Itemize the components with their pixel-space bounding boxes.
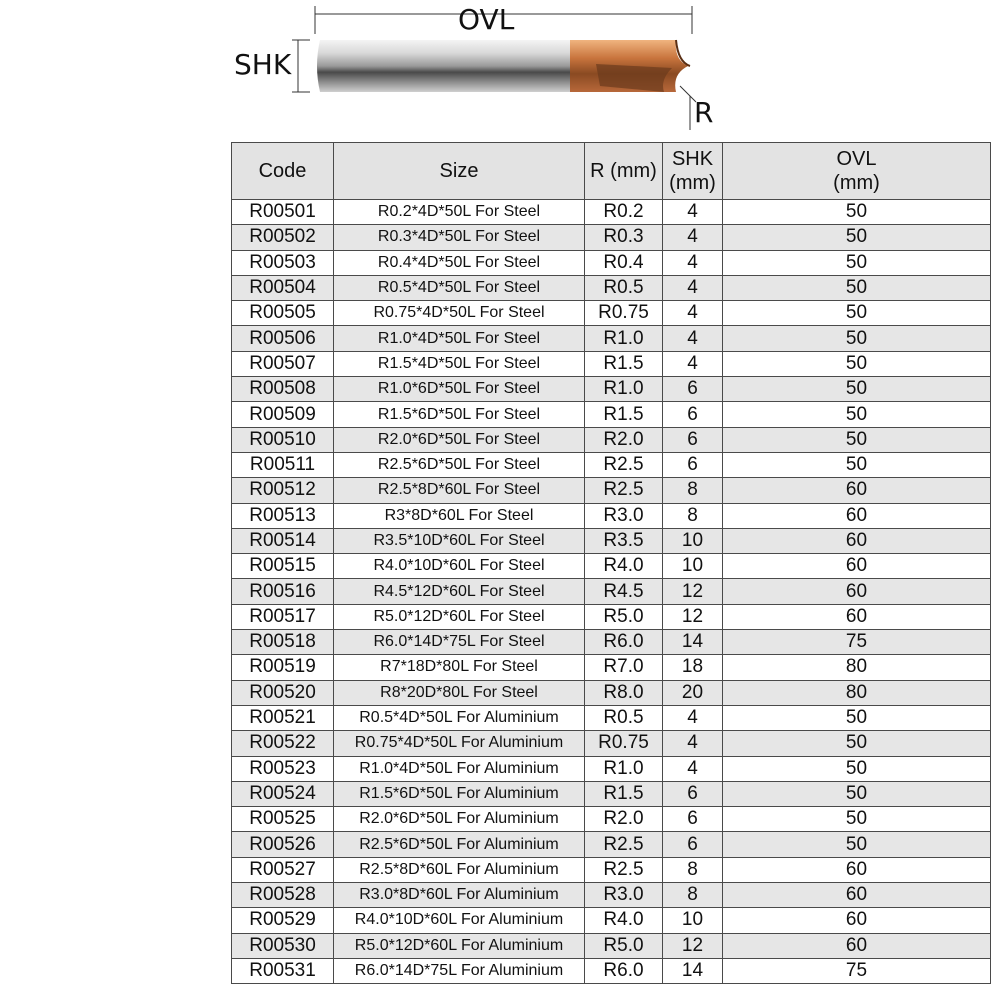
table-row [232,452,991,477]
cell-size: R4.5*12D*60L For Steel [334,579,585,604]
cell-r: R4.5 [585,579,663,604]
cell-shk: 12 [663,604,723,629]
cell-code: R00514 [232,528,334,553]
cell-r: R2.5 [585,832,663,857]
cell-r: R2.5 [585,478,663,503]
cell-ovl: 50 [723,781,991,806]
cell-r: R1.0 [585,326,663,351]
cell-code: R00527 [232,857,334,882]
cell-r: R6.0 [585,630,663,655]
cell-code: R00510 [232,427,334,452]
cell-code: R00526 [232,832,334,857]
cell-code: R00520 [232,680,334,705]
cell-size: R0.5*4D*50L For Steel [334,275,585,300]
cell-ovl: 60 [723,478,991,503]
spec-table [231,142,991,984]
cell-code: R00508 [232,377,334,402]
cell-size: R2.5*6D*50L For Aluminium [334,832,585,857]
cell-ovl: 50 [723,351,991,376]
cell-size: R5.0*12D*60L For Aluminium [334,933,585,958]
table-header-row [232,143,991,200]
cell-ovl: 50 [723,452,991,477]
cell-shk: 6 [663,781,723,806]
cell-shk: 8 [663,503,723,528]
cell-shk: 18 [663,655,723,680]
table-row [232,832,991,857]
r-label: R [694,96,714,129]
table-row [232,351,991,376]
cell-shk: 4 [663,275,723,300]
cell-shk: 20 [663,680,723,705]
cell-r: R3.0 [585,503,663,528]
cell-ovl: 75 [723,958,991,983]
cell-code: R00507 [232,351,334,376]
table-row [232,402,991,427]
cell-ovl: 50 [723,275,991,300]
cell-r: R0.5 [585,275,663,300]
cell-size: R2.0*6D*50L For Aluminium [334,807,585,832]
header-shk-line2: (mm) [669,172,716,194]
cell-ovl: 60 [723,933,991,958]
table-row [232,883,991,908]
cell-ovl: 50 [723,832,991,857]
cell-code: R00511 [232,452,334,477]
cell-r: R0.75 [585,301,663,326]
cell-r: R8.0 [585,680,663,705]
cell-shk: 4 [663,731,723,756]
cell-size: R1.0*4D*50L For Steel [334,326,585,351]
cell-r: R0.4 [585,250,663,275]
cell-ovl: 50 [723,250,991,275]
table-body [232,200,991,984]
cell-shk: 12 [663,579,723,604]
cell-code: R00502 [232,225,334,250]
table-row [232,807,991,832]
cell-shk: 8 [663,478,723,503]
cell-r: R2.0 [585,807,663,832]
cell-code: R00515 [232,554,334,579]
cell-shk: 4 [663,326,723,351]
cell-ovl: 60 [723,908,991,933]
cell-ovl: 60 [723,554,991,579]
cell-shk: 14 [663,630,723,655]
cell-shk: 10 [663,908,723,933]
cell-r: R0.3 [585,225,663,250]
cell-code: R00513 [232,503,334,528]
cell-r: R1.0 [585,377,663,402]
tool-shank [317,40,572,92]
cell-shk: 4 [663,250,723,275]
table-row [232,301,991,326]
cell-code: R00529 [232,908,334,933]
table-row [232,630,991,655]
cell-r: R7.0 [585,655,663,680]
table-row [232,908,991,933]
table-row [232,326,991,351]
cell-r: R3.0 [585,883,663,908]
cell-ovl: 75 [723,630,991,655]
cell-shk: 12 [663,933,723,958]
table-row [232,377,991,402]
table-row [232,579,991,604]
table-row [232,250,991,275]
table-row [232,933,991,958]
cell-size: R2.5*6D*50L For Steel [334,452,585,477]
cell-ovl: 50 [723,756,991,781]
cell-r: R6.0 [585,958,663,983]
cell-size: R0.2*4D*50L For Steel [334,200,585,225]
cell-shk: 14 [663,958,723,983]
cell-ovl: 50 [723,200,991,225]
cell-ovl: 50 [723,427,991,452]
cell-code: R00523 [232,756,334,781]
cell-r: R2.5 [585,452,663,477]
table-row [232,857,991,882]
cell-size: R2.5*8D*60L For Aluminium [334,857,585,882]
cell-shk: 4 [663,225,723,250]
cell-code: R00521 [232,705,334,730]
table-row [232,604,991,629]
table-row [232,275,991,300]
cell-ovl: 60 [723,883,991,908]
cell-size: R3.0*8D*60L For Aluminium [334,883,585,908]
cell-size: R0.75*4D*50L For Steel [334,301,585,326]
cell-ovl: 50 [723,402,991,427]
cell-shk: 6 [663,452,723,477]
cell-shk: 10 [663,554,723,579]
cell-r: R1.5 [585,781,663,806]
cell-code: R00528 [232,883,334,908]
cell-size: R2.0*6D*50L For Steel [334,427,585,452]
cell-code: R00512 [232,478,334,503]
cell-code: R00530 [232,933,334,958]
cell-r: R3.5 [585,528,663,553]
cell-r: R4.0 [585,908,663,933]
header-r: R (mm) [585,143,663,200]
table-row [232,680,991,705]
cell-size: R7*18D*80L For Steel [334,655,585,680]
cell-shk: 6 [663,377,723,402]
cell-ovl: 60 [723,579,991,604]
header-code: Code [232,143,334,200]
cell-shk: 10 [663,528,723,553]
cell-r: R1.5 [585,402,663,427]
cell-size: R4.0*10D*60L For Aluminium [334,908,585,933]
cell-size: R1.5*6D*50L For Aluminium [334,781,585,806]
cell-code: R00522 [232,731,334,756]
cell-r: R2.5 [585,857,663,882]
cell-size: R2.5*8D*60L For Steel [334,478,585,503]
cell-shk: 4 [663,200,723,225]
cell-shk: 6 [663,402,723,427]
cell-r: R1.0 [585,756,663,781]
header-size: Size [334,143,585,200]
cell-ovl: 60 [723,528,991,553]
cell-size: R6.0*14D*75L For Aluminium [334,958,585,983]
cell-size: R3*8D*60L For Steel [334,503,585,528]
cell-r: R2.0 [585,427,663,452]
cell-code: R00506 [232,326,334,351]
cell-code: R00505 [232,301,334,326]
cell-size: R0.3*4D*50L For Steel [334,225,585,250]
cell-ovl: 50 [723,731,991,756]
table-row [232,427,991,452]
cell-code: R00518 [232,630,334,655]
table-row [232,958,991,983]
cell-size: R0.5*4D*50L For Aluminium [334,705,585,730]
cell-shk: 4 [663,705,723,730]
cell-ovl: 50 [723,705,991,730]
cell-size: R5.0*12D*60L For Steel [334,604,585,629]
cell-size: R8*20D*80L For Steel [334,680,585,705]
cell-code: R00501 [232,200,334,225]
table-row [232,200,991,225]
cell-shk: 6 [663,832,723,857]
cell-r: R0.2 [585,200,663,225]
cell-ovl: 60 [723,503,991,528]
cell-shk: 6 [663,427,723,452]
cell-ovl: 50 [723,225,991,250]
header-ovl-line1: OVL [836,148,877,170]
cell-code: R00531 [232,958,334,983]
cell-r: R4.0 [585,554,663,579]
cell-r: R5.0 [585,933,663,958]
cell-size: R1.5*4D*50L For Steel [334,351,585,376]
cell-r: R5.0 [585,604,663,629]
cell-shk: 4 [663,301,723,326]
header-ovl-line2: (mm) [833,172,880,194]
header-shk-line1: SHK [671,148,714,170]
cell-ovl: 60 [723,604,991,629]
cell-ovl: 80 [723,655,991,680]
table-row [232,731,991,756]
cell-size: R3.5*10D*60L For Steel [334,528,585,553]
table-row [232,756,991,781]
cell-ovl: 50 [723,377,991,402]
cell-code: R00524 [232,781,334,806]
cell-code: R00516 [232,579,334,604]
header-ovl [723,143,991,200]
cell-code: R00517 [232,604,334,629]
cell-shk: 6 [663,807,723,832]
cell-size: R1.0*6D*50L For Steel [334,377,585,402]
cell-ovl: 50 [723,807,991,832]
cell-ovl: 50 [723,301,991,326]
cell-size: R0.75*4D*50L For Aluminium [334,731,585,756]
cell-code: R00519 [232,655,334,680]
cell-shk: 8 [663,857,723,882]
cell-code: R00525 [232,807,334,832]
cell-shk: 4 [663,351,723,376]
cell-ovl: 80 [723,680,991,705]
cell-r: R0.5 [585,705,663,730]
table-row [232,528,991,553]
cell-size: R1.5*6D*50L For Steel [334,402,585,427]
cell-shk: 8 [663,883,723,908]
cell-code: R00504 [232,275,334,300]
table-row [232,705,991,730]
cell-r: R1.5 [585,351,663,376]
cell-size: R4.0*10D*60L For Steel [334,554,585,579]
cell-size: R0.4*4D*50L For Steel [334,250,585,275]
table-row [232,781,991,806]
cell-r: R0.75 [585,731,663,756]
table-row [232,478,991,503]
shk-label: SHK [234,48,292,81]
table-row [232,503,991,528]
cell-ovl: 60 [723,857,991,882]
table-row [232,225,991,250]
cell-size: R6.0*14D*75L For Steel [334,630,585,655]
ovl-label: OVL [458,3,515,36]
cell-shk: 4 [663,756,723,781]
cell-size: R1.0*4D*50L For Aluminium [334,756,585,781]
cell-code: R00503 [232,250,334,275]
cell-code: R00509 [232,402,334,427]
cell-ovl: 50 [723,326,991,351]
table-row [232,554,991,579]
tool-diagram [0,0,1000,140]
header-shk [663,143,723,200]
table-row [232,655,991,680]
